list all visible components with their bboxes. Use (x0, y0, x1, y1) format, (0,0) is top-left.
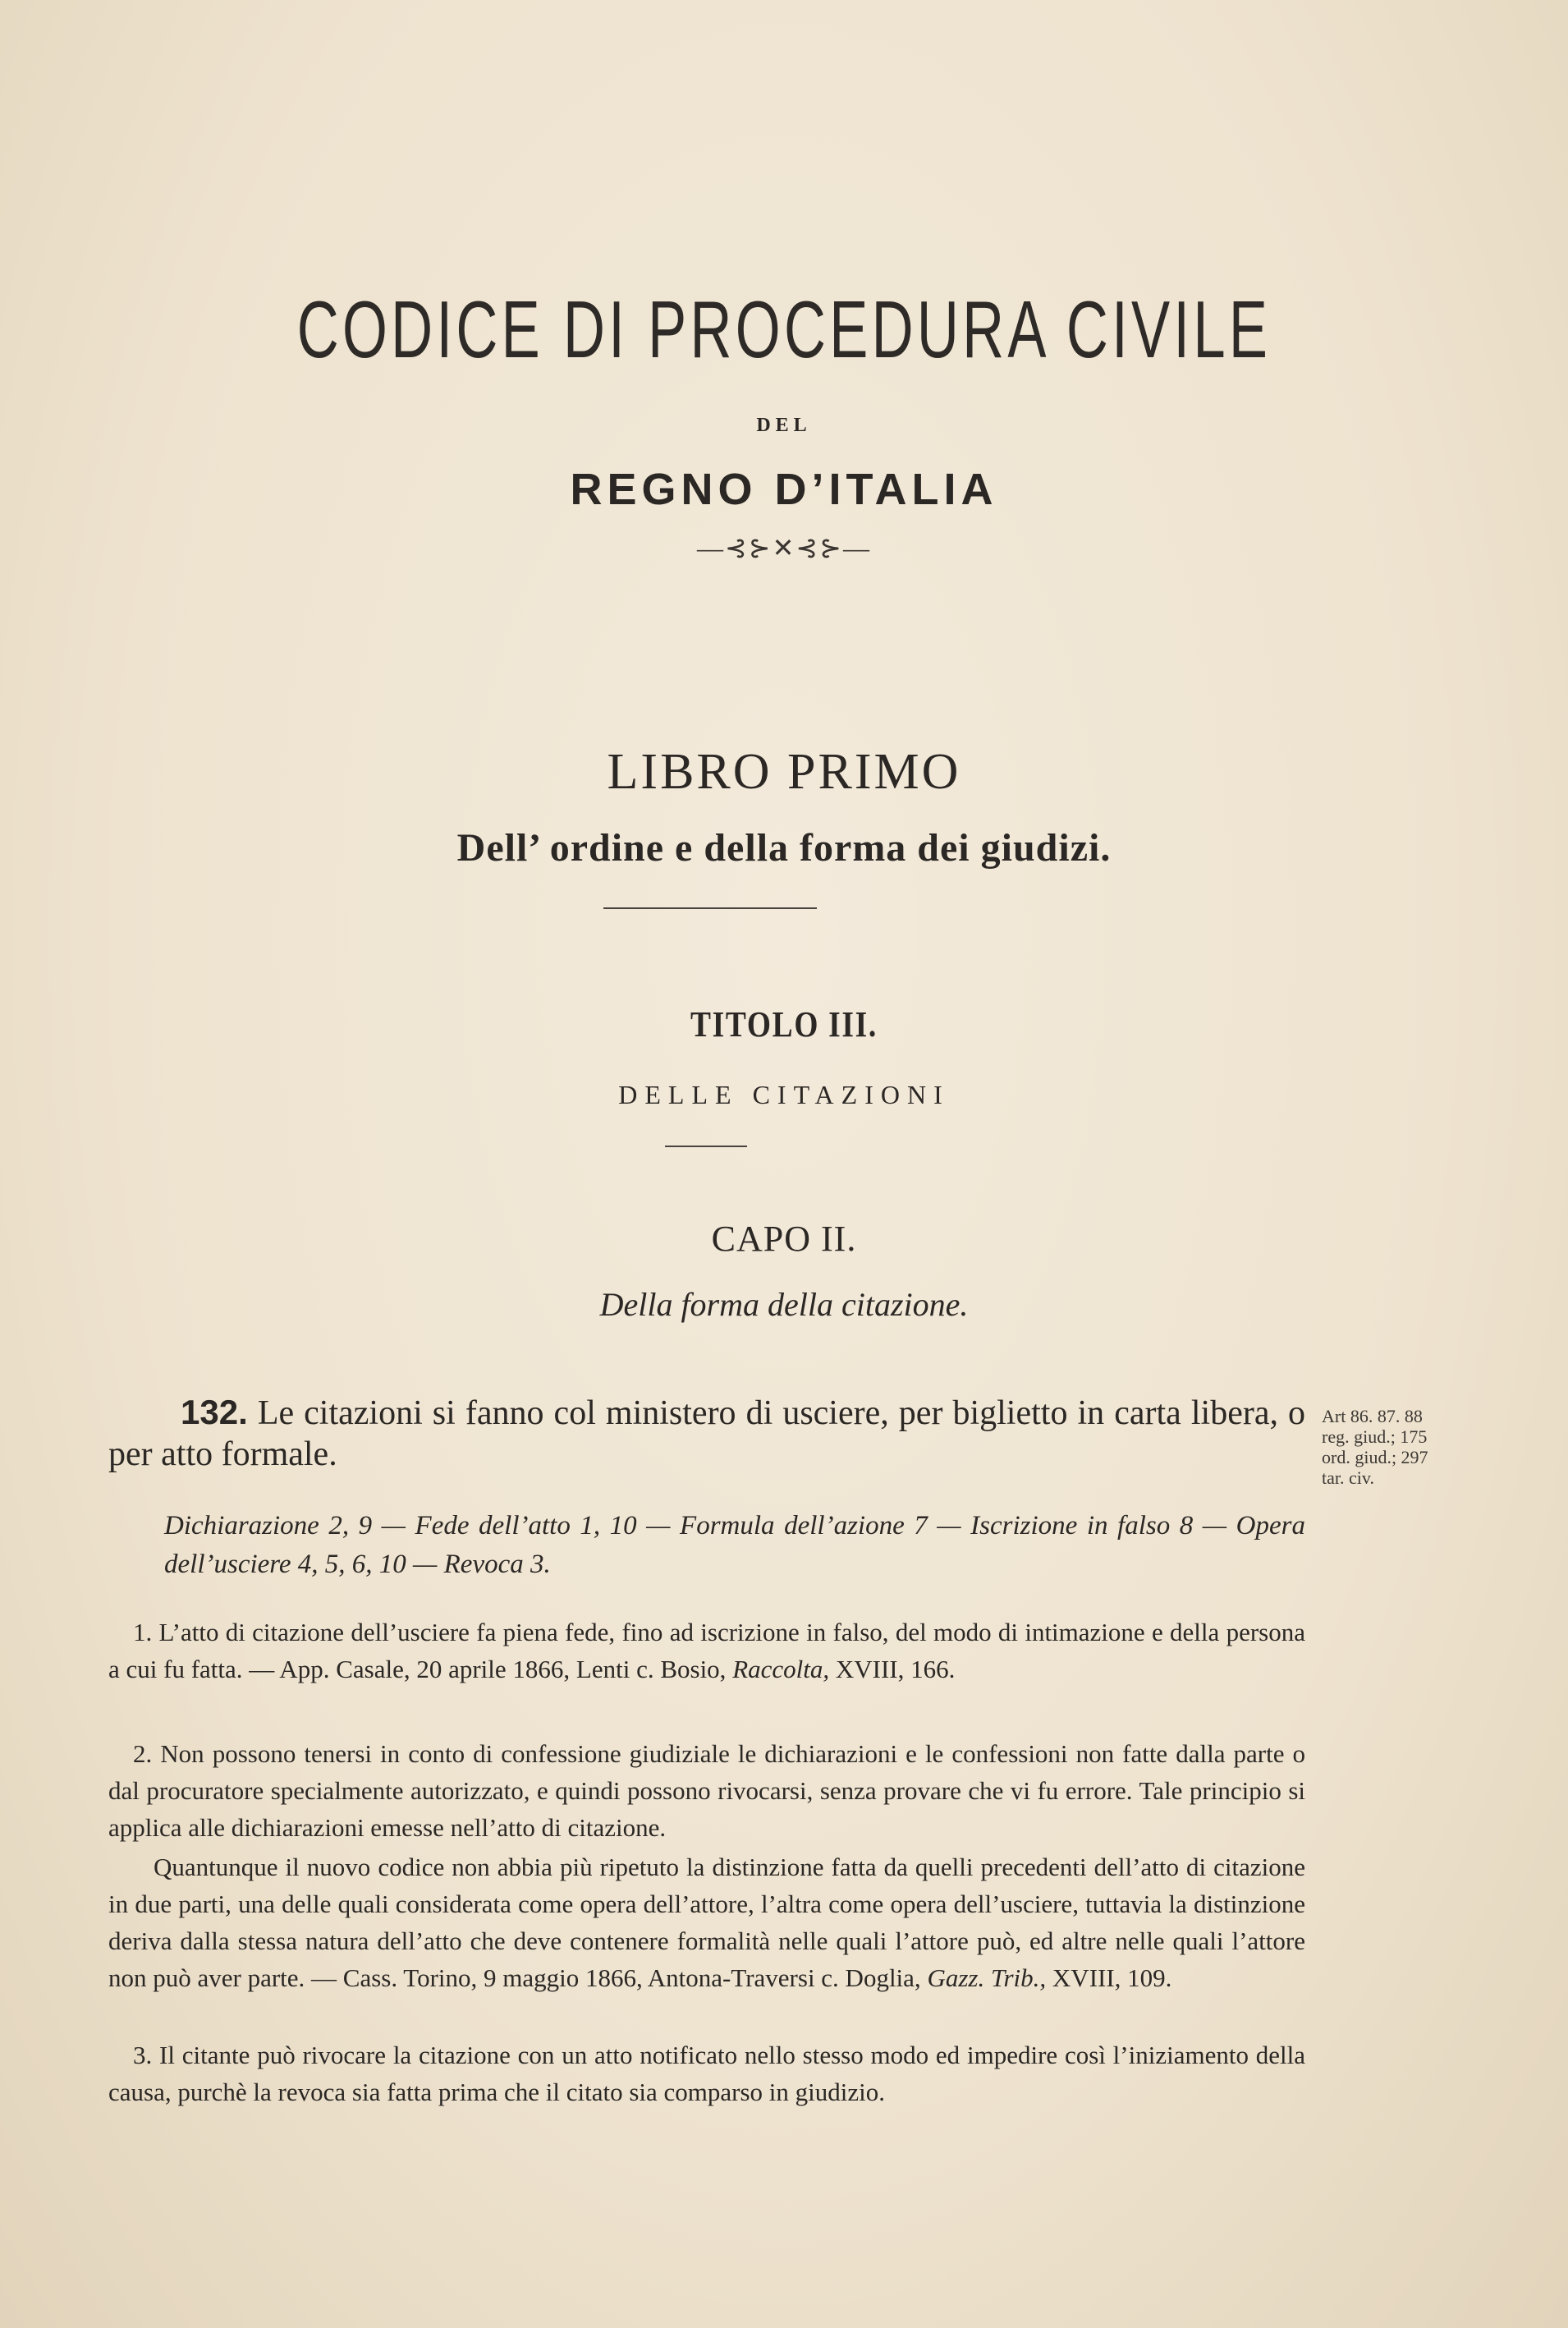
article-paragraph (108, 1392, 1305, 1475)
annotation-text: XVIII, 109. (1052, 1963, 1172, 1992)
margin-note-line: tar. civ. (1322, 1467, 1374, 1488)
article-text: Le citazioni si fanno col ministero di usciere, per biglietto in carta libera, o per atto formale. (108, 1394, 1306, 1473)
del-label: DEL (756, 415, 812, 436)
margin-note-line: reg. giud.; 175 (1322, 1426, 1428, 1447)
libro-subheading: Dell’ ordine e della forma dei giudizi. (456, 826, 1112, 870)
ornament-divider: —⊰⊱✕⊰⊱— (696, 533, 872, 562)
capo-heading: CAPO II. (711, 1219, 857, 1259)
annotation-2: 2. Non possono tenersi in conto di confessione giudiziale le dichiarazioni e le confessioni non fatte dalla parte o dal procuratore specialmente autorizzato, e quindi possono rivocarsi, senza provare che vi fu errore. Tale principio si applica alle dichiarazioni emesse nell’atto di citazione. (108, 1739, 1305, 1842)
code-title: CODICE DI PROCEDURA CIVILE (296, 284, 1272, 374)
annotation-source: Raccolta, (732, 1655, 830, 1683)
annotation-source: Gazz. Trib., (927, 1963, 1047, 1992)
article-number: 132. (181, 1393, 248, 1431)
short-rule (665, 1146, 747, 1147)
annotation-text: XVIII, 166. (835, 1655, 956, 1683)
section-rule (603, 907, 817, 909)
annotation-3: 3. Il citante può rivocare la citazione con un atto notificato nello stesso modo ed impedire così l’iniziamento della causa, purchè la revoca sia fatta prima che il citato sia comparso in giudizio. (108, 2041, 1305, 2106)
titolo-subheading: DELLE CITAZIONI (618, 1080, 950, 1109)
annotation-1 (108, 1614, 1305, 1687)
margin-note-line: ord. giud.; 297 (1322, 1447, 1428, 1467)
annotation-2-continued (108, 1848, 1305, 1996)
libro-heading: LIBRO PRIMO (607, 744, 961, 800)
regno-title: REGNO D’ITALIA (570, 465, 998, 514)
capo-subheading: Della forma della citazione. (599, 1286, 969, 1323)
topic-index: Dichiarazione 2, 9 — Fede dell’atto 1, 10 — Formula dell’azione 7 — Iscrizione in falso 8 — Opera dell’usciere 4, 5, 6, 10 — Revoca 3. (164, 1511, 1305, 1579)
annotation-text: Quantunque il nuovo codice non abbia più ripetuto la distinzione fatta da quelli precedenti dell’atto di citazione in due parti, una delle quali considerata come opera dell’attore, l’altra come opera dell’usciere, tuttavia la distinzione deriva dalla stessa natura dell’atto che deve contenere formalità nelle quali l’attore può, ed altre nelle quali l’attore non può aver parte. — Cass. Torino, 9 maggio 1866, Antona-Traversi c. Doglia, (108, 1853, 1305, 1992)
titolo-heading: TITOLO III. (690, 1004, 878, 1045)
margin-note (1322, 1406, 1486, 1488)
annotation-text: 1. L’atto di citazione dell’usciere fa piena fede, fino ad iscrizione in falso, del modo di intimazione e della persona a cui fu fatta. — App. Casale, 20 aprile 1866, Lenti c. Bosio, (108, 1618, 1305, 1683)
margin-note-line: Art 86. 87. 88 (1322, 1406, 1423, 1426)
